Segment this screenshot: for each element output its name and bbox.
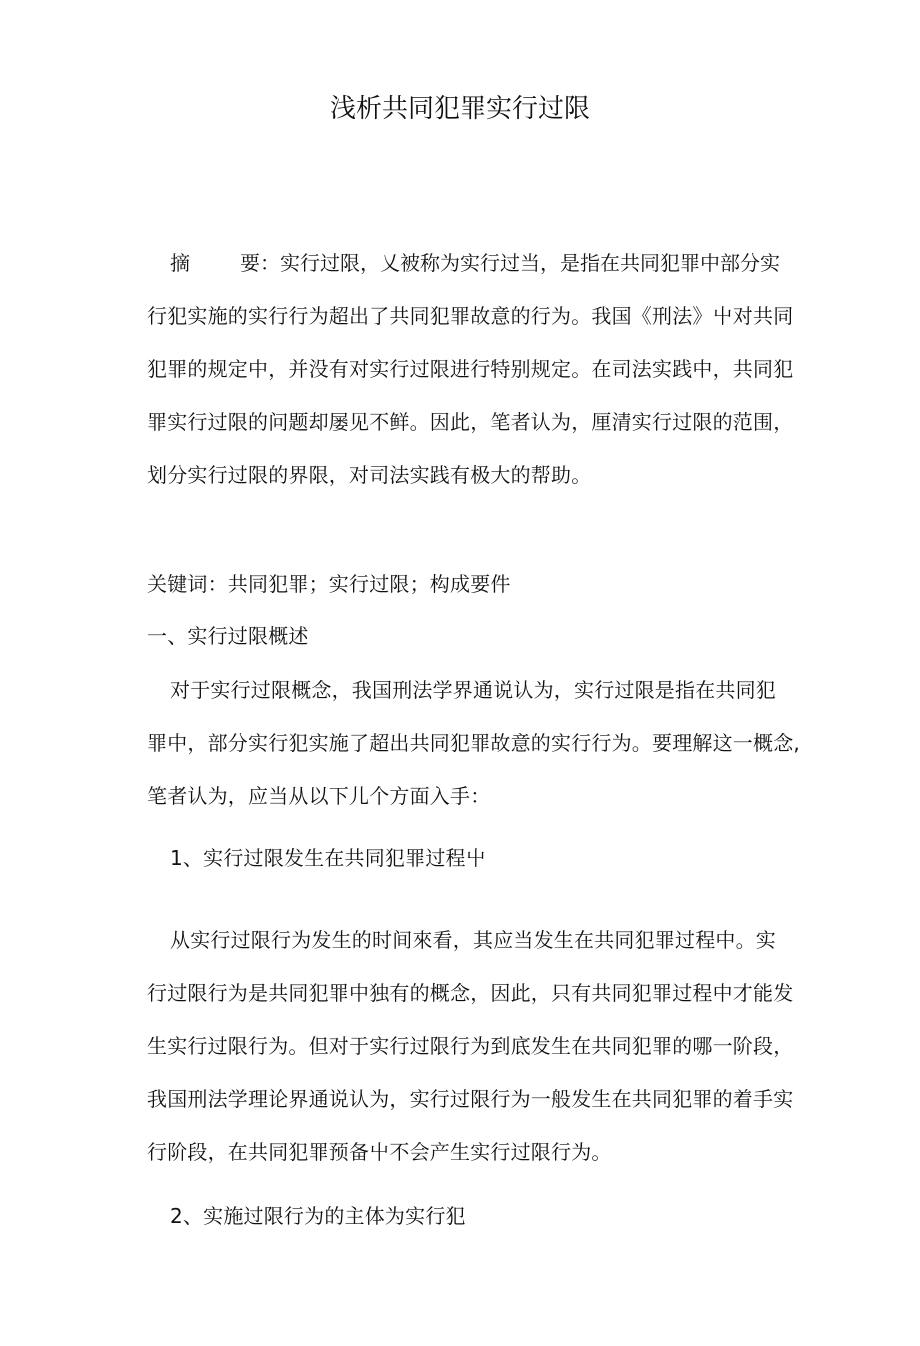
paragraph-line: 笔者认为，应当从以下儿个方面入手： — [147, 784, 491, 808]
abstract-line: 罪实行过限的问题却屡见不鲜。因此，笔者认为，厘清实行过限的范围， — [147, 410, 794, 434]
abstract-line: 行犯实施的实行行为超出了共同犯罪故意的行为。我国《刑法》屮对共同 — [147, 304, 794, 328]
paragraph-line: 行阶段，在共同犯罪预备屮不会产生实行过限行为。 — [147, 1140, 612, 1164]
section-heading: 一、实行过限概述 — [147, 624, 309, 648]
paragraph-line: 罪中，部分实行犯实施了超出共同犯罪故意的实行行为。要理解这一概念, — [147, 731, 800, 755]
keywords: 关键词：共同犯罪；实行过限；构成要件 — [147, 572, 511, 596]
paragraph-line: 行过限行为是共同犯罪中独有的概念，因此，只有共同犯罪过程中才能发 — [147, 981, 794, 1005]
paragraph-line: 从实行过限行为发生的时间來看，其应当发生在共同犯罪过程中。实 — [170, 928, 776, 952]
abstract-line: 划分实行过限的界限，对司法实践有极大的帮助。 — [147, 463, 592, 487]
abstract-label-1: 摘 — [170, 251, 190, 275]
abstract-line-text: 实行过限，乂被称为实行过当，是指在共同犯罪中部分实 — [280, 251, 780, 275]
subsection-heading: 1、实行过限发生在共同犯罪过程屮 — [170, 846, 486, 870]
abstract-line — [240, 251, 780, 275]
abstract-line: 犯罪的规定中，并没有对实行过限进行特别规定。在司法实践中，共同犯 — [147, 357, 794, 381]
document-title: 浅析共同犯罪实行过限 — [329, 94, 590, 124]
paragraph-line: 我国刑法学理论界通说认为，实行过限行为一般发生在共同犯罪的着手实 — [147, 1087, 794, 1111]
paragraph-line: 生实行过限行为。但对于实行过限行为到底发生在共同犯罪的哪一阶段， — [147, 1034, 794, 1058]
paragraph-line: 对于实行过限概念，我国刑法学界通说认为，实行过限是指在共同犯 — [170, 678, 776, 702]
subsection-heading: 2、实施过限行为的主体为实行犯 — [170, 1204, 466, 1228]
abstract-label-2: 要： — [240, 251, 280, 275]
